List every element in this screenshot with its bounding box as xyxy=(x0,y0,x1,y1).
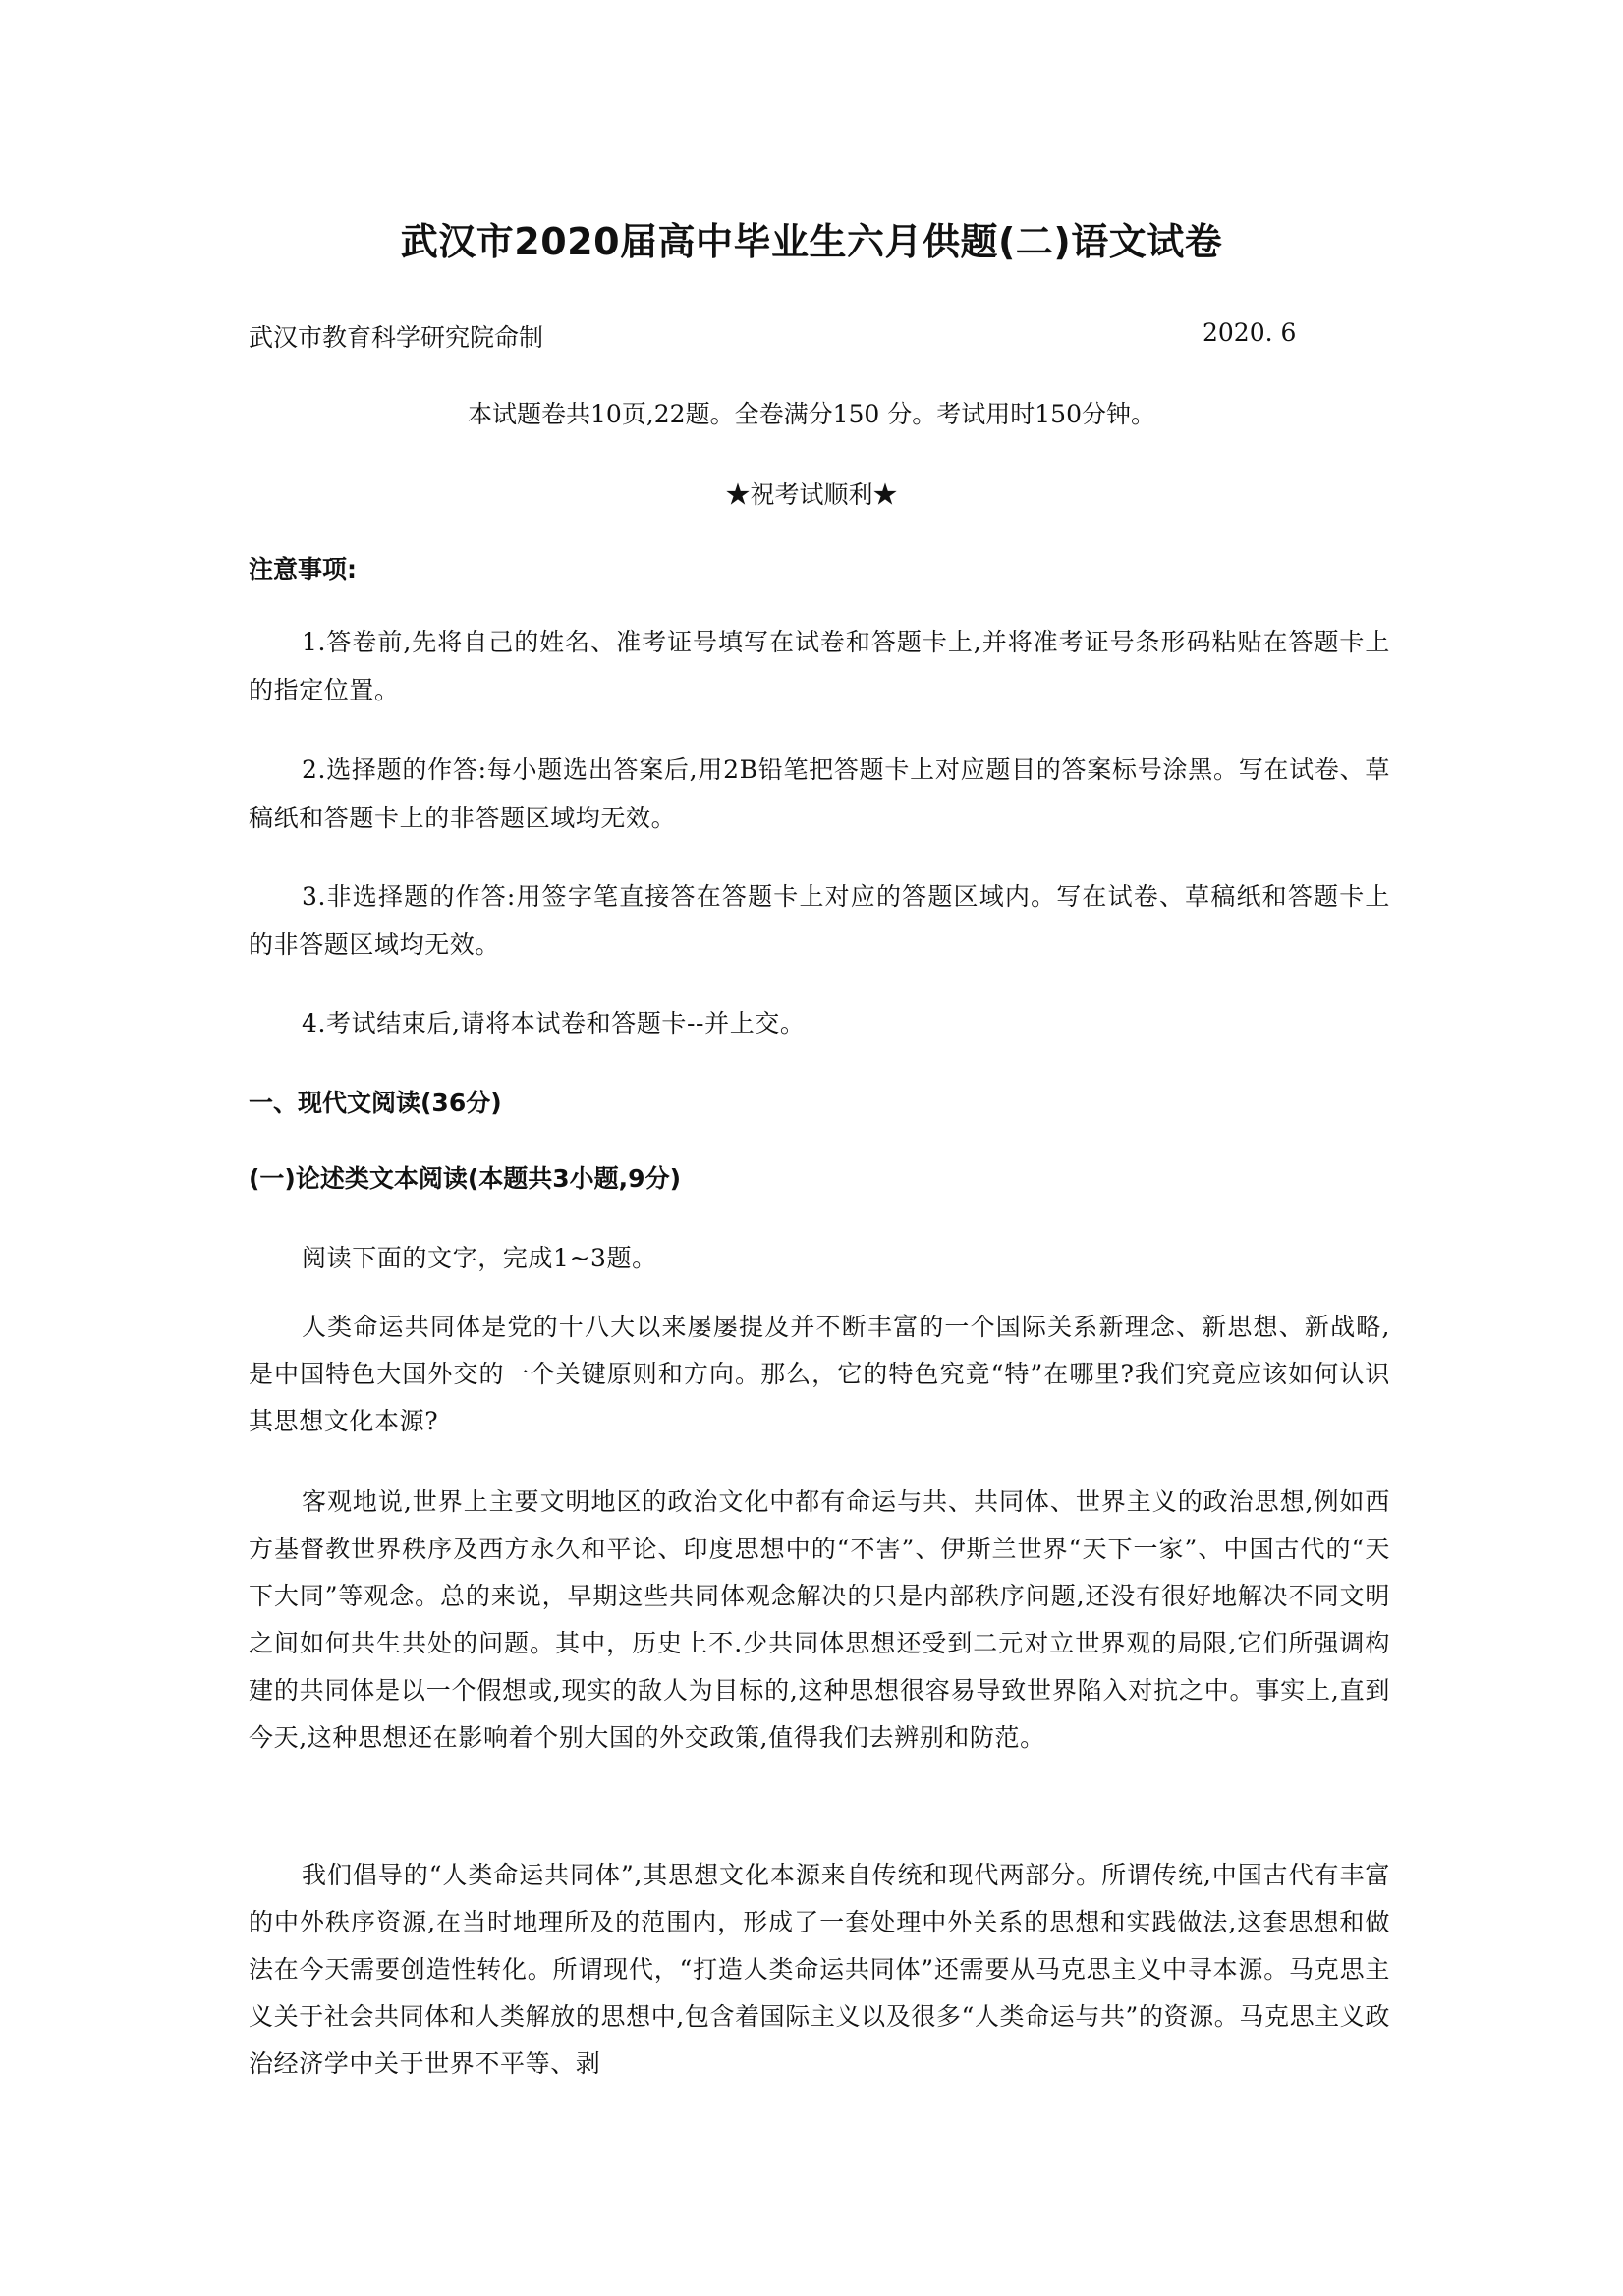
notice-item-4: 4.考试结束后,请将本试卷和答题卡--并上交。 xyxy=(302,1009,806,1037)
notice-heading: 注意事项: xyxy=(249,555,357,584)
issue-date: 2020. 6 xyxy=(1203,318,1297,347)
exam-info: 本试题卷共10页,22题。全卷满分150 分。考试用时150分钟。 xyxy=(468,400,1155,428)
issuing-organization: 武汉市教育科学研究院命制 xyxy=(249,323,544,352)
passage-paragraph-1: 人类命运共同体是党的十八大以来屡屡提及并不断丰富的一个国际关系新理念、新思想、新战略,是中国特色大国外交的一个关键原则和方向。那么，它的特色究竟“特”在哪里?我们究竟应该如何认识其思想文化本源? xyxy=(249,1313,1390,1435)
notice-item-2: 2.选择题的作答:每小题选出答案后,用2B铅笔把答题卡上对应题目的答案标号涂黑。写在试卷、草稿纸和答题卡上的非答题区域均无效。 xyxy=(249,756,1390,832)
notice-item-1: 1.答卷前,先将自己的姓名、准考证号填写在试卷和答题卡上,并将准考证号条形码粘贴在答题卡上的指定位置。 xyxy=(249,628,1390,704)
notice-item-3: 3.非选择题的作答:用签字笔直接答在答题卡上对应的答题区域内。写在试卷、草稿纸和答题卡上的非答题区域均无效。 xyxy=(249,882,1390,959)
passage-paragraph-2: 客观地说,世界上主要文明地区的政治文化中都有命运与共、共同体、世界主义的政治思想,例如西方基督教世界秩序及西方永久和平论、印度思想中的“不害”、伊斯兰世界“天下一家”、中国古代的“天下大同”等观念。总的来说，早期这些共同体观念解决的只是内部秩序问题,还没有很好地解决不同文明之间如何共生共处的问题。其中，历史上不.少共同体思想还受到二元对立世界观的局限,它们所强调构建的共同体是以一个假想或,现实的敌人为目标的,这种思想很容易导致世界陷入对抗之中。事实上,直到今天,这种思想还在影响着个别大国的外交政策,值得我们去辨别和防范。 xyxy=(249,1487,1390,1752)
blessing-line: ★祝考试顺利★ xyxy=(725,480,898,509)
passage-paragraph-3: 我们倡导的“人类命运共同体”,其思想文化本源来自传统和现代两部分。所谓传统,中国古代有丰富的中外秩序资源,在当时地理所及的范围内，形成了一套处理中外关系的思想和实践做法,这套思想和做法在今天需要创造性转化。所谓现代，“打造人类命运共同体”还需要从马克思主义中寻本源。马克思主义关于社会共同体和人类解放的思想中,包含着国际主义以及很多“人类命运与共”的资源。马克思主义政治经济学中关于世界不平等、剥 xyxy=(249,1861,1390,2078)
section-heading: 一、现代文阅读(36分) xyxy=(249,1089,502,1117)
subsection-heading: (一)论述类文本阅读(本题共3小题,9分) xyxy=(249,1164,681,1193)
reading-instruction: 阅读下面的文字，完成1~3题。 xyxy=(302,1244,657,1272)
page-title: 武汉市2020届高中毕业生六月供题(二)语文试卷 xyxy=(400,220,1223,263)
